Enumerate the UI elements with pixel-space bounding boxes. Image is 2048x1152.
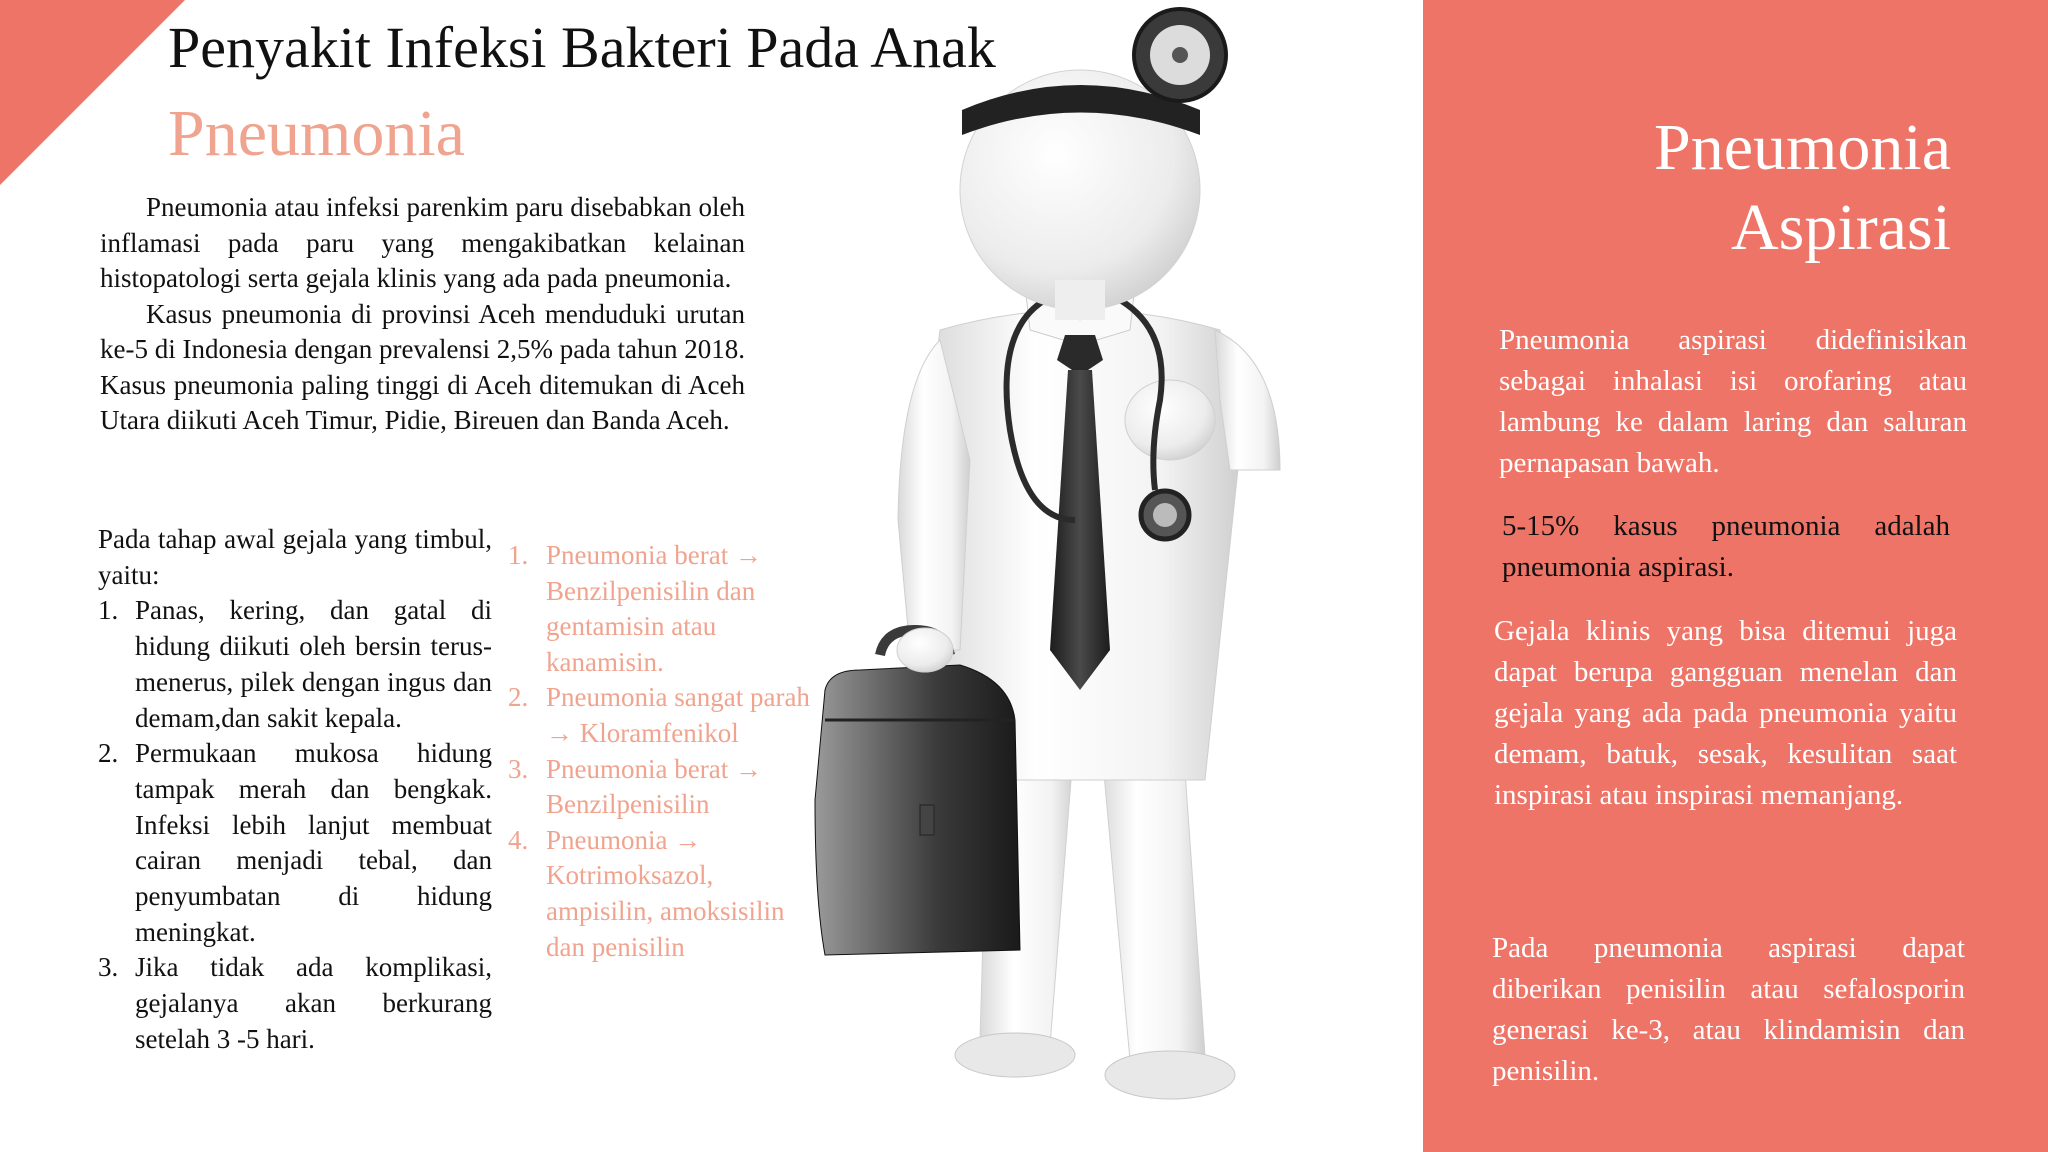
aspiration-title-line1: Pneumonia [1654, 111, 1951, 184]
corner-accent [0, 0, 185, 185]
list-item [508, 823, 813, 965]
list-number: 2. [508, 682, 529, 713]
intro-text [100, 190, 745, 439]
symptoms-list [98, 522, 492, 1058]
intro-paragraph-definition: Pneumonia atau infeksi parenkim paru disebabkan oleh inflamasi pada paru yang mengakibatkan kelainan histopatologi serta gejala klinis yang ada pada pneumonia. [100, 192, 745, 293]
aspiration-therapy: Pada pneumonia aspirasi dapat diberikan penisilin atau sefalosporin generasi ke-3, atau klindamisin dan penisilin. [1492, 932, 1965, 1087]
list-text: Jika tidak ada komplikasi, gejalanya akan berkurang setelah 3 -5 hari. [135, 952, 492, 1054]
list-text: Pneumonia sangat parah → Kloramfenikol [546, 682, 810, 748]
intro-paragraph-statistics: Kasus pneumonia di provinsi Aceh menduduki urutan ke-5 di Indonesia dengan prevalensi 2,5% pada tahun 2018. Kasus pneumonia paling tinggi di Aceh ditemukan di Aceh Utara diikuti Aceh Timur, Pidie, Bireuen dan Banda Aceh. [100, 298, 745, 435]
list-text: Pneumonia berat → Benzilpenisilin dan gentamisin atau kanamisin. [546, 540, 762, 677]
list-item [508, 538, 813, 680]
list-item [98, 950, 492, 1057]
list-number: 3. [98, 952, 119, 983]
symptoms-intro: Pada tahap awal gejala yang timbul, yaitu: [98, 524, 492, 590]
list-item [508, 680, 813, 751]
list-item [98, 736, 492, 950]
list-number: 1. [508, 540, 529, 570]
doctor-illustration [810, 0, 1370, 1152]
list-text: Pneumonia → Kotrimoksazol, ampisilin, amoksisilin dan penisilin [546, 824, 785, 962]
list-number: 3. [508, 753, 529, 784]
list-item [98, 593, 492, 736]
list-text: Panas, kering, dan gatal di hidung diikuti oleh bersin terus-menerus, pilek dengan ingus dan demam,dan sakit kepala. [135, 595, 492, 733]
list-text: Pneumonia berat → Benzilpenisilin [546, 753, 762, 820]
list-number: 2. [98, 738, 119, 769]
aspiration-statistic: 5-15% kasus pneumonia adalah pneumonia aspirasi. [1502, 510, 1950, 583]
page-title: Penyakit Infeksi Bakteri Pada Anak [168, 15, 996, 80]
section-subtitle: Pneumonia [168, 97, 465, 170]
aspiration-clinical-symptoms: Gejala klinis yang bisa ditemui juga dapat berupa gangguan menelan dan gejala yang ada pada pneumonia yaitu demam, batuk, sesak, kesulitan saat inspirasi atau inspirasi memanjang. [1494, 615, 1957, 811]
list-number: 4. [508, 824, 529, 855]
aspiration-definition: Pneumonia aspirasi didefinisikan sebagai inhalasi isi orofaring atau lambung ke dalam laring dan saluran pernapasan bawah. [1499, 324, 1967, 479]
treatment-list [508, 538, 813, 965]
list-number: 1. [98, 595, 119, 626]
list-text: Permukaan mukosa hidung tampak merah dan bengkak. Infeksi lebih lanjut membuat cairan menjadi tebal, dan penyumbatan di hidung meningkat. [135, 738, 492, 947]
list-item [508, 752, 813, 823]
aspiration-title-line2: Aspirasi [1731, 191, 1951, 264]
aspiration-title [1654, 108, 1951, 268]
